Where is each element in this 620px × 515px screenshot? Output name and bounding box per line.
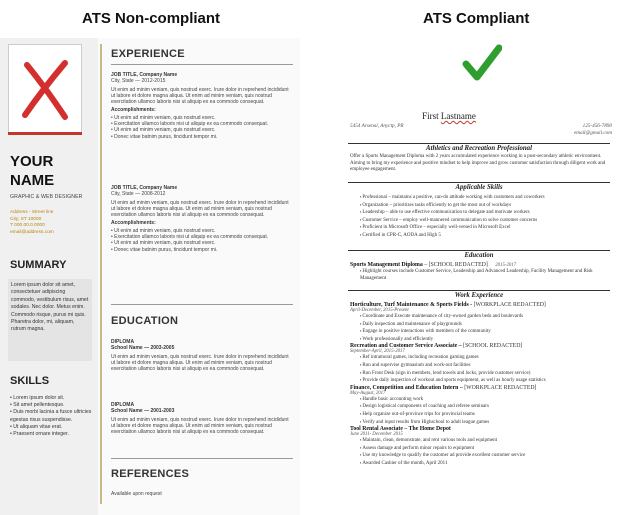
job-title-text: Horticulture, Turf Maintenance & Sports Fields - bbox=[350, 302, 473, 308]
company: [WORKPLACE REDACTED] bbox=[464, 384, 537, 391]
list-item: ▪ Ref intramural games, including recreation gaming games bbox=[360, 354, 608, 362]
list-item: ▪ Coordinate and Execute maintenance of city-owned garden beds and boulevards bbox=[360, 313, 608, 321]
list-item: • Ut enim ad minim veniam, quis nostrud exerc. bbox=[111, 115, 291, 121]
education-entry bbox=[111, 402, 291, 435]
objective-text: Offer a Sports Management Diploma with 2 years accumulated experience working in a post-secondary athletic environment. Aiming to bring my experience and positive mindset to help improve and grow customer satisfaction through diligent work and employee engagement. bbox=[350, 154, 606, 173]
accomplishments-list bbox=[111, 115, 291, 140]
diploma: Sports Management Diploma bbox=[350, 262, 423, 268]
resume-role: GRAPHIC & WEB DESIGNER bbox=[10, 194, 83, 200]
list-item: ▪ Daily inspection and maintenance of playgrounds bbox=[360, 321, 608, 329]
job-bullets bbox=[350, 437, 608, 467]
list-item: ▪ Maintain, clean, demonstrate, and rent various tools and equipment bbox=[360, 437, 608, 445]
list-item: ▪ Proficient in Microsoft Office – especially well-versed in Microsoft Excel bbox=[360, 224, 608, 232]
list-item: • Exercitation ullamco laboris nisi ut aliquip ex ea commodo consequat. bbox=[111, 234, 291, 240]
summary-title: SUMMARY bbox=[10, 259, 67, 271]
list-item: ▪ Handle basic accounting work bbox=[360, 396, 608, 404]
divider bbox=[111, 304, 293, 305]
job-dates: April-December, 2015-Present bbox=[350, 308, 409, 313]
job-dates: September-April, 2015-2017 bbox=[350, 349, 405, 355]
list-item: ▪ Leadership – able to use effective communication to delegate and motivate workers bbox=[360, 209, 608, 217]
resume-name bbox=[338, 111, 560, 121]
heading-non-compliant: ATS Non-compliant bbox=[82, 10, 221, 27]
list-item: ▪ Run Front Desk (sign in members, lend towels and locks, provide customer service) bbox=[360, 370, 608, 378]
skill-item: • Sit amet pellentesque. bbox=[10, 402, 92, 409]
list-item: • Ut enim ad minim veniam, quis nostrud exerc. bbox=[111, 127, 291, 133]
first-name: First bbox=[422, 111, 439, 121]
school: – [SCHOOL REDACTED] bbox=[424, 262, 488, 268]
job-bullets bbox=[350, 313, 608, 343]
list-item: ▪ Professional – maintains a positive, can-do attitude working with customers and coworkers bbox=[360, 194, 608, 202]
list-item: ▪ Assess damage and perform minor repairs to equipment bbox=[360, 445, 608, 453]
company: [SCHOOL REDACTED] bbox=[463, 343, 523, 350]
education-title: EDUCATION bbox=[111, 315, 179, 327]
education-entry bbox=[111, 339, 291, 372]
divider bbox=[111, 458, 293, 459]
contact-line: email@address.com bbox=[10, 229, 54, 235]
contact-block bbox=[10, 210, 90, 236]
resume-name: YOUR NAME bbox=[10, 153, 55, 189]
accomplishments-label: Accomplishments: bbox=[111, 220, 156, 227]
accomplishments-label: Accomplishments: bbox=[111, 107, 156, 114]
skill-item: • Praesent ornare integer. bbox=[10, 431, 92, 438]
job-entry bbox=[111, 185, 291, 253]
job-meta: City, State — 2012-2015 bbox=[111, 78, 166, 85]
school: School Name — 2003-2005 bbox=[111, 345, 175, 352]
phone: 125-456-7890 bbox=[582, 123, 612, 129]
education-years: 2015-2017 bbox=[495, 263, 517, 268]
skills-list bbox=[350, 194, 608, 240]
divider bbox=[111, 64, 293, 65]
job-meta: City, State — 2008-2012 bbox=[111, 191, 166, 198]
education-list bbox=[350, 268, 608, 282]
skill-item: • Duis morbi lacinia a fusce ultricies egestas risus suspendisse. bbox=[10, 409, 92, 423]
references-text: Available upon request bbox=[111, 491, 162, 497]
job-title-text: Finance, Competition and Education Intern – bbox=[350, 384, 463, 391]
list-item: ▪ Help organize out-of-province trips for provincial teams bbox=[360, 411, 608, 419]
job-title: JOB TITLE, Company Name bbox=[111, 185, 178, 191]
skills-section bbox=[350, 194, 608, 240]
degree: DIPLOMA bbox=[111, 402, 135, 408]
objective-title: Athletics and Recreation Professional bbox=[348, 143, 610, 152]
check-icon bbox=[462, 44, 502, 82]
list-item: ▪ Run and supervise gymnasium and work-out facilities bbox=[360, 362, 608, 370]
list-item: ▪ Certified in CPR-C, AODA and High 5 bbox=[360, 232, 608, 240]
job-dates: May-August, 2017 bbox=[350, 390, 386, 396]
list-item: • Donec vitae batnim purus, tincidunt tempor mi. bbox=[111, 134, 291, 140]
list-item: ▪ Customer Service – employ well-mannered communication to solve customer concerns bbox=[360, 217, 608, 225]
company: [WORKPLACE REDACTED] bbox=[473, 302, 546, 308]
list-item: • Exercitation ullamco laboris nisi ut aliquip ex ea commodo consequat. bbox=[111, 121, 291, 127]
contact-line: T 000.00.0.0000 bbox=[10, 223, 45, 229]
job-title-text: Tool Rental Associate – The Home Depot bbox=[350, 426, 451, 433]
email: email@gmail.com bbox=[573, 130, 612, 136]
accent-rule bbox=[8, 132, 82, 135]
job-title-text: Recreation and Customer Service Associate – bbox=[350, 343, 462, 350]
list-item: ▪ Engage in positive interactions with members of the community bbox=[360, 328, 608, 336]
contact-line: City, ST 10000 bbox=[10, 216, 42, 222]
contact-block bbox=[574, 123, 612, 137]
skills-title: SKILLS bbox=[10, 375, 50, 387]
list-item: ▪ Verify and input results from Highschool to adult league games bbox=[360, 419, 608, 427]
non-compliant-resume bbox=[0, 38, 300, 515]
education-description: Ut enim ad minim veniam, quis nostrud exerc. Irure dolor in reprehend incididunt ut labore et dolore magna aliqua. Ut enim ad minim veniam, quis nostrud exercitation ullamco laboris nisi ut aliquip ex ea commodo consequat. bbox=[111, 416, 289, 436]
list-item: ▪ Work professionally and efficiently bbox=[360, 336, 608, 344]
list-item: • Donec vitae batnim purus, tincidunt tempor mi. bbox=[111, 247, 291, 253]
job-description: Ut enim ad minim veniam, quis nostrud exerc. Irure dolor in reprehend incididunt ut labore et dolore magna aliqua. Ut enim ad minim veniam, quis nostrud exercitation ullamco laboris nisi ut aliquip ex ea commodo consequat. bbox=[111, 86, 289, 106]
job-bullets bbox=[350, 354, 608, 384]
last-name: Lastname bbox=[440, 111, 476, 121]
contact-line: Address - Street line bbox=[10, 210, 54, 215]
cross-icon-box bbox=[8, 44, 82, 134]
list-item: ▪ Provide daily inspection of workout and sports equipment, as well as hourly usage statistics bbox=[360, 377, 608, 385]
list-item: • Ut enim ad minim veniam, quis nostrud exerc. bbox=[111, 228, 291, 234]
work-section bbox=[350, 302, 608, 468]
job-title: JOB TITLE, Company Name bbox=[111, 72, 178, 78]
job-entry bbox=[111, 72, 291, 140]
accomplishments-list bbox=[111, 228, 291, 253]
resume-sidebar bbox=[0, 38, 98, 515]
skills-title: Applicable Skills bbox=[348, 182, 610, 191]
list-item: ▪ Highlight courses include Customer Service, Leadership and Advanced Leadership, Facility Management and Risk Management bbox=[360, 268, 608, 282]
job-description: Ut enim ad minim veniam, quis nostrud exerc. Irure dolor in reprehend incididunt ut labore et dolore magna aliqua. Ut enim ad minim veniam, quis nostrud exercitation ullamco laboris nisi ut aliquip ex ea commodo consequat. bbox=[111, 199, 289, 219]
divider bbox=[100, 44, 102, 504]
education-section bbox=[350, 262, 608, 282]
skill-item: • Lorem ipsum dolor sit. bbox=[10, 395, 92, 402]
list-item: ▪ Organization – prioritizes tasks efficiently to get the most out of workdays bbox=[360, 202, 608, 210]
references-title: REFERENCES bbox=[111, 468, 190, 480]
address: 5454 Arsenal, Anyctp, PR bbox=[350, 123, 404, 129]
skill-item: • Ut aliquam vitae erat. bbox=[10, 424, 92, 431]
job-bullets bbox=[350, 396, 608, 426]
cross-icon bbox=[19, 59, 73, 121]
education-description: Ut enim ad minim veniam, quis nostrud exerc. Irure dolor in reprehend incididunt ut labore et dolore magna aliqua. Ut enim ad minim veniam, quis nostrud exercitation ullamco laboris nisi ut aliquip ex ea commodo consequat. bbox=[111, 353, 289, 373]
skills-list bbox=[10, 395, 92, 438]
summary-text: Lorem ipsum dolor sit amet, consectetuer adipiscing commodo, vestibulum risus, amet sodales. Nec dolor. Metus enim. Commodo risque, purus mi quis. Pharetra dolor, mi, aliquam, rutrum magna. bbox=[8, 279, 92, 361]
job-dates: June 2011- December 2015 bbox=[350, 432, 403, 438]
degree: DIPLOMA bbox=[111, 339, 135, 345]
compliant-resume bbox=[338, 38, 620, 515]
work-title: Work Experience bbox=[348, 290, 610, 299]
list-item: • Ut enim ad minim veniam, quis nostrud exerc. bbox=[111, 240, 291, 246]
education-title: Education bbox=[348, 250, 610, 259]
list-item: ▪ Awarded Cashier of the month, April 2011 bbox=[360, 460, 608, 468]
experience-title: EXPERIENCE bbox=[111, 48, 185, 60]
list-item: ▪ Design logistical components of coaching and referee seminars bbox=[360, 403, 608, 411]
heading-compliant: ATS Compliant bbox=[423, 10, 530, 27]
school: School Name — 2001-2003 bbox=[111, 408, 175, 415]
list-item: ▪ Use my knowledge to qualify the customer ad provide excellent customer service bbox=[360, 452, 608, 460]
resume-main bbox=[98, 38, 300, 515]
